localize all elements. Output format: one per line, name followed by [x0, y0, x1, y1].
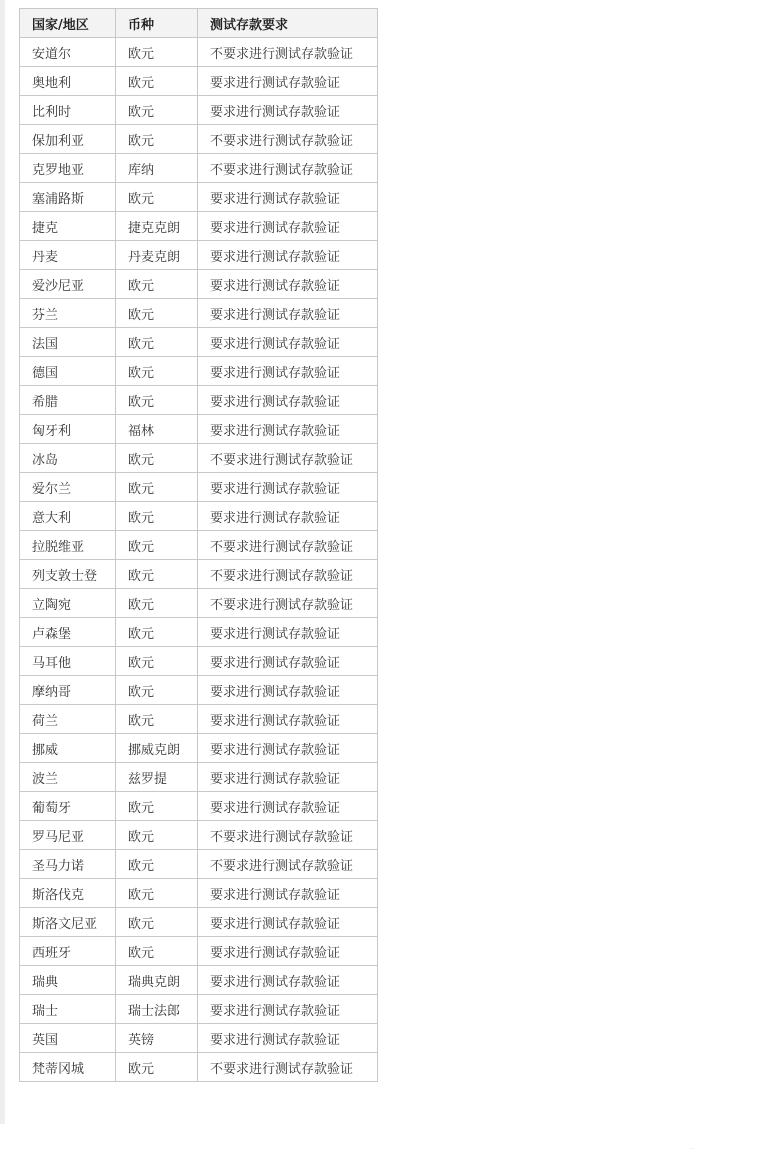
- table-row: [20, 328, 378, 357]
- cell-currency: 兹罗提: [116, 763, 198, 792]
- cell-country: 德国: [20, 357, 116, 386]
- table-header: [20, 9, 378, 38]
- cell-country: 斯洛伐克: [20, 879, 116, 908]
- cell-deposit-requirement: 不要求进行测试存款验证: [198, 125, 378, 154]
- cell-deposit-requirement: 要求进行测试存款验证: [198, 386, 378, 415]
- cell-currency: 欧元: [116, 850, 198, 879]
- table-row: [20, 1024, 378, 1053]
- cell-currency: 瑞士法郎: [116, 995, 198, 1024]
- table-row: [20, 734, 378, 763]
- cell-deposit-requirement: 要求进行测试存款验证: [198, 908, 378, 937]
- left-divider: [0, 0, 5, 1124]
- cell-currency: 欧元: [116, 270, 198, 299]
- cell-deposit-requirement: 不要求进行测试存款验证: [198, 821, 378, 850]
- cell-country: 梵蒂冈城: [20, 1053, 116, 1082]
- cell-country: 卢森堡: [20, 618, 116, 647]
- cell-currency: 欧元: [116, 444, 198, 473]
- cell-deposit-requirement: 不要求进行测试存款验证: [198, 531, 378, 560]
- cell-country: 波兰: [20, 763, 116, 792]
- cell-deposit-requirement: 要求进行测试存款验证: [198, 937, 378, 966]
- cell-country: 斯洛文尼亚: [20, 908, 116, 937]
- table-row: [20, 850, 378, 879]
- cell-country: 挪威: [20, 734, 116, 763]
- cell-deposit-requirement: 要求进行测试存款验证: [198, 879, 378, 908]
- cell-currency: 欧元: [116, 125, 198, 154]
- cell-country: 爱沙尼亚: [20, 270, 116, 299]
- table-row: [20, 618, 378, 647]
- cell-deposit-requirement: 要求进行测试存款验证: [198, 270, 378, 299]
- header-currency: 币种: [116, 9, 198, 38]
- table-row: [20, 96, 378, 125]
- cell-currency: 欧元: [116, 67, 198, 96]
- cell-deposit-requirement: 要求进行测试存款验证: [198, 792, 378, 821]
- table-row: [20, 502, 378, 531]
- table-row: [20, 38, 378, 67]
- cell-deposit-requirement: 要求进行测试存款验证: [198, 502, 378, 531]
- cell-deposit-requirement: 要求进行测试存款验证: [198, 1024, 378, 1053]
- cell-country: 爱尔兰: [20, 473, 116, 502]
- cell-currency: 丹麦克朗: [116, 241, 198, 270]
- cell-currency: 库纳: [116, 154, 198, 183]
- cell-currency: 挪威克朗: [116, 734, 198, 763]
- table-row: [20, 125, 378, 154]
- cell-currency: 欧元: [116, 560, 198, 589]
- cell-country: 摩纳哥: [20, 676, 116, 705]
- cell-currency: 欧元: [116, 792, 198, 821]
- cell-country: 英国: [20, 1024, 116, 1053]
- cell-deposit-requirement: 要求进行测试存款验证: [198, 473, 378, 502]
- table-row: [20, 415, 378, 444]
- table-row: [20, 763, 378, 792]
- cell-country: 罗马尼亚: [20, 821, 116, 850]
- cell-currency: 欧元: [116, 96, 198, 125]
- cell-country: 丹麦: [20, 241, 116, 270]
- cell-country: 奥地利: [20, 67, 116, 96]
- cell-deposit-requirement: 要求进行测试存款验证: [198, 415, 378, 444]
- cell-country: 法国: [20, 328, 116, 357]
- cell-deposit-requirement: 不要求进行测试存款验证: [198, 850, 378, 879]
- cell-currency: 欧元: [116, 299, 198, 328]
- cell-country: 葡萄牙: [20, 792, 116, 821]
- table-body: [20, 38, 378, 1082]
- table-container: [19, 8, 378, 1082]
- table-row: [20, 386, 378, 415]
- cell-deposit-requirement: 要求进行测试存款验证: [198, 734, 378, 763]
- cell-currency: 英镑: [116, 1024, 198, 1053]
- table-row: [20, 705, 378, 734]
- cell-currency: 欧元: [116, 908, 198, 937]
- cell-country: 拉脱维亚: [20, 531, 116, 560]
- cell-country: 克罗地亚: [20, 154, 116, 183]
- table-row: [20, 676, 378, 705]
- header-deposit-requirement: 测试存款要求: [198, 9, 378, 38]
- cell-deposit-requirement: 要求进行测试存款验证: [198, 183, 378, 212]
- table-row: [20, 1053, 378, 1082]
- table-row: [20, 647, 378, 676]
- cell-deposit-requirement: 要求进行测试存款验证: [198, 241, 378, 270]
- table-row: [20, 67, 378, 96]
- table-row: [20, 792, 378, 821]
- table-row: [20, 589, 378, 618]
- table-row: [20, 995, 378, 1024]
- cell-currency: 欧元: [116, 386, 198, 415]
- table-row: [20, 299, 378, 328]
- cell-deposit-requirement: 不要求进行测试存款验证: [198, 38, 378, 67]
- cell-country: 立陶宛: [20, 589, 116, 618]
- cell-currency: 欧元: [116, 647, 198, 676]
- cell-deposit-requirement: 不要求进行测试存款验证: [198, 1053, 378, 1082]
- cell-country: 希腊: [20, 386, 116, 415]
- cell-deposit-requirement: 要求进行测试存款验证: [198, 357, 378, 386]
- cell-country: 马耳他: [20, 647, 116, 676]
- cell-deposit-requirement: 要求进行测试存款验证: [198, 299, 378, 328]
- cell-country: 保加利亚: [20, 125, 116, 154]
- table-row: [20, 357, 378, 386]
- table-row: [20, 212, 378, 241]
- cell-country: 芬兰: [20, 299, 116, 328]
- cell-currency: 捷克克朗: [116, 212, 198, 241]
- table-row: [20, 908, 378, 937]
- table-row: [20, 183, 378, 212]
- cell-deposit-requirement: 要求进行测试存款验证: [198, 966, 378, 995]
- cell-deposit-requirement: 不要求进行测试存款验证: [198, 444, 378, 473]
- cell-currency: 欧元: [116, 531, 198, 560]
- cell-country: 比利时: [20, 96, 116, 125]
- cell-country: 荷兰: [20, 705, 116, 734]
- cell-deposit-requirement: 要求进行测试存款验证: [198, 647, 378, 676]
- cell-currency: 欧元: [116, 183, 198, 212]
- table-row: [20, 879, 378, 908]
- cell-currency: 瑞典克朗: [116, 966, 198, 995]
- cell-deposit-requirement: 要求进行测试存款验证: [198, 763, 378, 792]
- cell-currency: 欧元: [116, 705, 198, 734]
- table-row: [20, 821, 378, 850]
- cell-currency: 欧元: [116, 937, 198, 966]
- table-row: [20, 937, 378, 966]
- cell-country: 瑞典: [20, 966, 116, 995]
- cell-country: 列支敦士登: [20, 560, 116, 589]
- cell-deposit-requirement: 要求进行测试存款验证: [198, 328, 378, 357]
- cell-deposit-requirement: 要求进行测试存款验证: [198, 995, 378, 1024]
- cell-deposit-requirement: 不要求进行测试存款验证: [198, 560, 378, 589]
- cell-currency: 欧元: [116, 618, 198, 647]
- cell-currency: 欧元: [116, 676, 198, 705]
- table-row: [20, 154, 378, 183]
- cell-country: 捷克: [20, 212, 116, 241]
- table-row: [20, 966, 378, 995]
- cell-currency: 福林: [116, 415, 198, 444]
- cell-country: 塞浦路斯: [20, 183, 116, 212]
- header-country: 国家/地区: [20, 9, 116, 38]
- cell-deposit-requirement: 要求进行测试存款验证: [198, 212, 378, 241]
- cell-deposit-requirement: 要求进行测试存款验证: [198, 96, 378, 125]
- cell-currency: 欧元: [116, 879, 198, 908]
- cell-currency: 欧元: [116, 328, 198, 357]
- table-row: [20, 270, 378, 299]
- table-row: [20, 241, 378, 270]
- cell-currency: 欧元: [116, 357, 198, 386]
- cell-currency: 欧元: [116, 38, 198, 67]
- cell-deposit-requirement: 要求进行测试存款验证: [198, 676, 378, 705]
- deposit-requirements-table: [19, 8, 378, 1082]
- cell-country: 意大利: [20, 502, 116, 531]
- cell-currency: 欧元: [116, 589, 198, 618]
- cell-country: 西班牙: [20, 937, 116, 966]
- cell-currency: 欧元: [116, 473, 198, 502]
- cell-country: 匈牙利: [20, 415, 116, 444]
- corner-mark: ··: [690, 1146, 694, 1153]
- cell-country: 安道尔: [20, 38, 116, 67]
- table-row: [20, 531, 378, 560]
- table-row: [20, 473, 378, 502]
- cell-deposit-requirement: 要求进行测试存款验证: [198, 705, 378, 734]
- header-row: [20, 9, 378, 38]
- cell-currency: 欧元: [116, 1053, 198, 1082]
- table-row: [20, 444, 378, 473]
- cell-deposit-requirement: 要求进行测试存款验证: [198, 618, 378, 647]
- cell-currency: 欧元: [116, 821, 198, 850]
- cell-deposit-requirement: 要求进行测试存款验证: [198, 67, 378, 96]
- cell-country: 圣马力诺: [20, 850, 116, 879]
- table-row: [20, 560, 378, 589]
- cell-currency: 欧元: [116, 502, 198, 531]
- cell-country: 冰岛: [20, 444, 116, 473]
- cell-country: 瑞士: [20, 995, 116, 1024]
- cell-deposit-requirement: 不要求进行测试存款验证: [198, 589, 378, 618]
- cell-deposit-requirement: 不要求进行测试存款验证: [198, 154, 378, 183]
